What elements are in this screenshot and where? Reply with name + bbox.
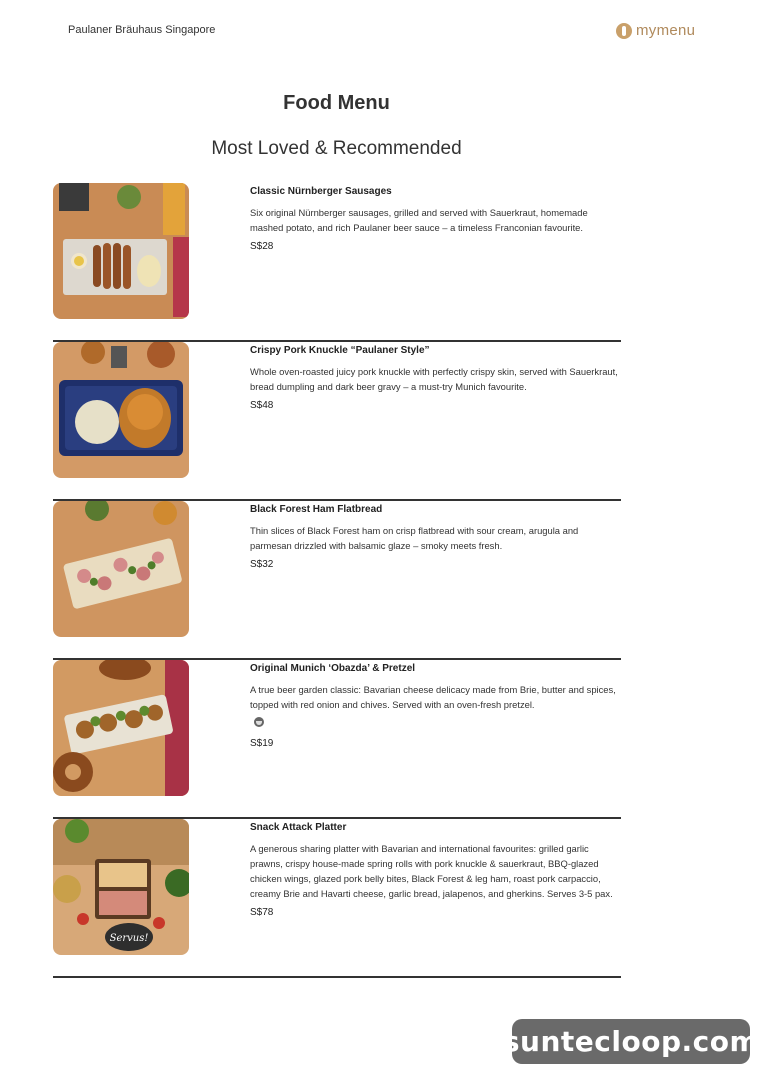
item-name: Black Forest Ham Flatbread	[250, 504, 383, 515]
menu-item-ham-flatbread[interactable]	[53, 501, 621, 660]
item-divider	[53, 976, 621, 978]
item-description: A true beer garden classic: Bavarian cheese delicacy made from Brie, butter and spices, topped with red onion and chives. Served with an oven-fresh pretzel.	[250, 684, 616, 710]
item-description: Six original Nürnberger sausages, grilled and served with Sauerkraut, homemade mashed potato, and rich Paulaner beer sauce – a timeless Franconian favourite.	[250, 207, 588, 233]
item-price: S$78	[250, 907, 274, 918]
item-price: S$28	[250, 241, 274, 252]
restaurant-name: Paulaner Bräuhaus Singapore	[68, 24, 216, 36]
dish-photo	[53, 819, 189, 955]
menu-item-nurnberger-sausages[interactable]	[53, 183, 621, 342]
item-name: Original Munich ‘Obazda’ & Pretzel	[250, 663, 416, 674]
menu-item-pork-knuckle[interactable]	[53, 342, 621, 501]
item-name: Crispy Pork Knuckle “Paulaner Style”	[250, 345, 430, 356]
fork-spoon-icon	[616, 23, 632, 39]
vegetarian-icon	[254, 717, 264, 727]
brand-name: mymenu	[636, 22, 696, 39]
menu-item-obazda-pretzel[interactable]	[53, 660, 621, 819]
item-name: Classic Nürnberger Sausages	[250, 186, 392, 197]
item-description: Whole oven-roasted juicy pork knuckle with perfectly crispy skin, served with Sauerkraut, bread dumpling and dark beer gravy – a must-try Munich favourite.	[250, 366, 618, 392]
page-title: Food Menu	[283, 92, 390, 114]
item-price: S$19	[250, 738, 274, 749]
page-header	[0, 0, 763, 60]
item-price: S$48	[250, 400, 274, 411]
dish-photo	[53, 660, 189, 796]
dish-photo	[53, 183, 189, 319]
chalkboard-sign-text: Servus!	[109, 933, 149, 944]
dish-photo	[53, 342, 189, 478]
menu-item-snack-platter[interactable]	[53, 819, 621, 978]
brand-logo[interactable]	[616, 22, 695, 39]
item-price: S$32	[250, 559, 274, 570]
dish-photo	[53, 501, 189, 637]
item-description: A generous sharing platter with Bavarian and international favourites: grilled garlic prawns, crispy house-made spring rolls with pork knuckle & sauerkraut, BBQ-glazed chicken wings, glazed pork belly bites, Black Forest & leg ham, roast pork carpaccio, creamy Brie and Havarti cheese, garlic bread, jalapenos, and gherkins. Serves 3-5 pax.	[250, 843, 613, 899]
site-watermark: suntecloop.com	[512, 1019, 750, 1064]
section-title: Most Loved & Recommended	[211, 138, 462, 159]
item-name: Snack Attack Platter	[250, 822, 347, 833]
item-description: Thin slices of Black Forest ham on crisp flatbread with sour cream, arugula and parmesan drizzled with balsamic glaze – smoky meets fresh.	[250, 525, 579, 551]
